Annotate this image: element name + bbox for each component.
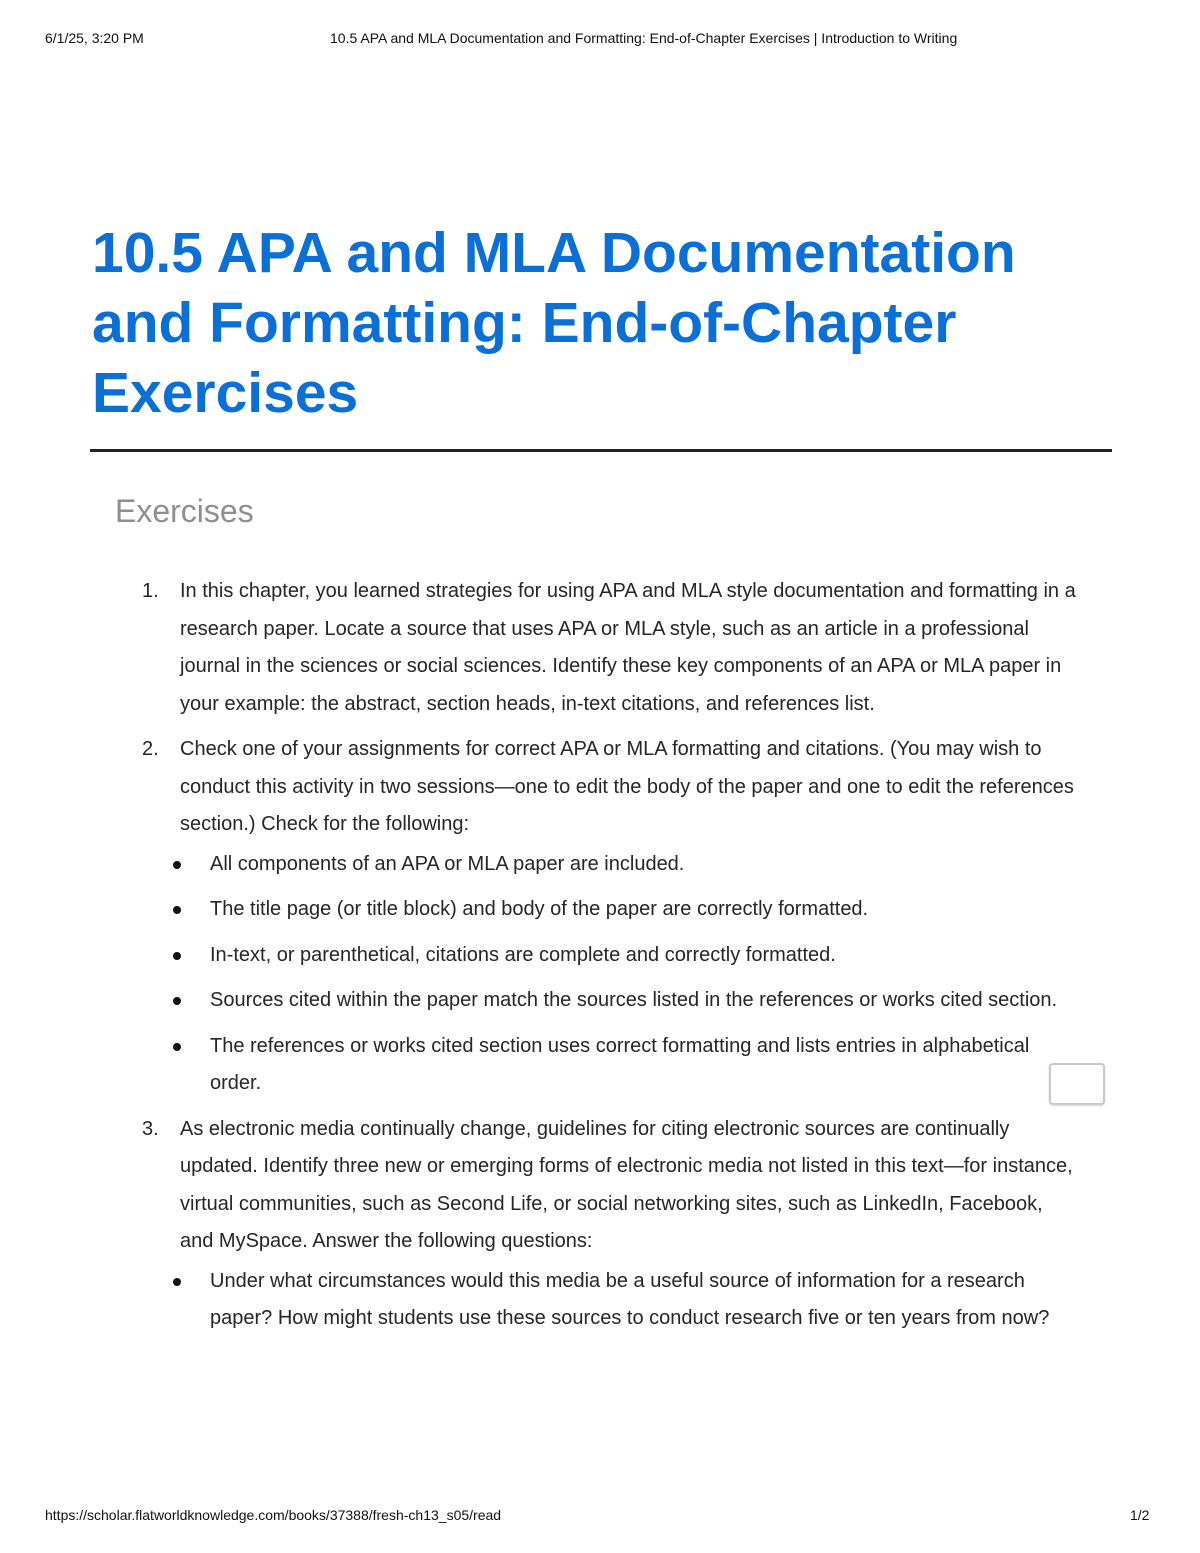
section-heading: Exercises bbox=[115, 493, 254, 529]
print-page-number: 1/2 bbox=[1130, 1507, 1150, 1523]
exercise-item-3 bbox=[142, 1111, 1080, 1338]
checklist-item-text: Sources cited within the paper match the sources listed in the references or works cited section. bbox=[210, 989, 1058, 1011]
exercise-text: Check one of your assignments for correct APA or MLA formatting and citations. (You may wish to conduct this activity in two sessions—one to edit the body of the paper and one to edit the references section.) Check for the following: bbox=[180, 738, 1074, 835]
checklist-item bbox=[180, 982, 1080, 1020]
bullet-icon bbox=[173, 952, 181, 960]
checklist-item-text: The references or works cited section uses correct formatting and lists entries in alphabetical order. bbox=[210, 1034, 1030, 1094]
bullet-icon bbox=[173, 1043, 181, 1051]
feedback-widget-button[interactable] bbox=[1049, 1063, 1105, 1105]
exercise-list bbox=[142, 573, 1080, 1346]
page-title: 10.5 APA and MLA Documentation and Formatting: End-of-Chapter Exercises bbox=[92, 221, 1016, 425]
question-item-text: Under what circumstances would this media be a useful source of information for a research paper? How might students use these sources to conduct research five or ten years from now? bbox=[210, 1269, 1050, 1329]
checklist-item-text: All components of an APA or MLA paper are included. bbox=[210, 852, 685, 875]
bullet-icon bbox=[173, 906, 181, 914]
exercise-item-2 bbox=[142, 731, 1080, 1103]
print-date: 6/1/25, 3:20 PM bbox=[45, 30, 144, 46]
checklist-item-text: In-text, or parenthetical, citations are complete and correctly formatted. bbox=[210, 943, 836, 966]
bullet-icon bbox=[173, 1278, 181, 1286]
bullet-icon bbox=[173, 997, 181, 1005]
bullet-icon bbox=[173, 861, 181, 869]
print-page-title: 10.5 APA and MLA Documentation and Formatting: End-of-Chapter Exercises | Introduction to Writing bbox=[330, 30, 958, 46]
checklist-item bbox=[180, 937, 1080, 975]
exercise-text: In this chapter, you learned strategies for using APA and MLA style documentation and formatting in a research paper. Locate a source that uses APA or MLA style, such as an article in a professional journal in the sciences or social sciences. Identify these key components of an APA or MLA paper in your example: the abstract, section heads, in-text citations, and references list. bbox=[180, 580, 1076, 715]
question-list bbox=[180, 1263, 1080, 1338]
exercise-number: 2. bbox=[142, 738, 159, 760]
exercise-number: 1. bbox=[142, 580, 159, 602]
title-divider bbox=[90, 449, 1112, 452]
checklist-item bbox=[180, 891, 1080, 929]
question-item bbox=[180, 1263, 1080, 1338]
exercise-number: 3. bbox=[142, 1117, 159, 1140]
checklist-item bbox=[180, 846, 1080, 884]
print-url: https://scholar.flatworldknowledge.com/books/37388/fresh-ch13_s05/read bbox=[45, 1507, 502, 1523]
checklist-item-text: The title page (or title block) and body of the paper are correctly formatted. bbox=[210, 898, 869, 920]
exercise-text: As electronic media continually change, guidelines for citing electronic sources are continually updated. Identify three new or emerging forms of electronic media not listed in this text—for instance, virtual communities, such as Second Life, or social networking sites, such as LinkedIn, Facebook, and MySpace. Answer the following questions: bbox=[180, 1117, 1073, 1252]
print-footer bbox=[0, 1507, 1200, 1527]
print-header bbox=[0, 30, 1200, 50]
checklist bbox=[180, 846, 1080, 1103]
exercise-item-1 bbox=[142, 573, 1080, 723]
checklist-item bbox=[180, 1028, 1080, 1103]
